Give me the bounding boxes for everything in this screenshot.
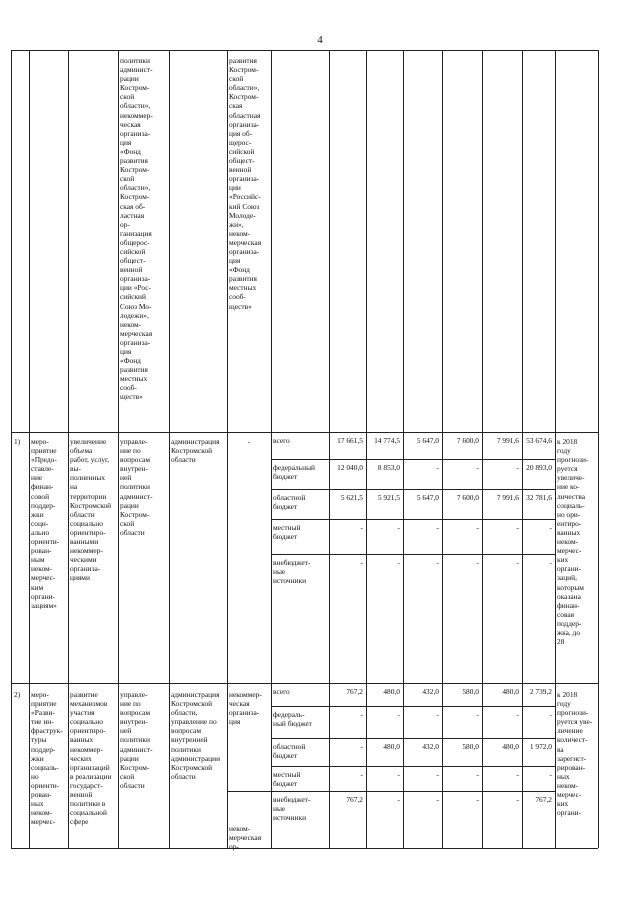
table-bottom-border [11, 848, 598, 849]
finance-year-value: - [516, 770, 519, 779]
participant-divider [227, 791, 271, 792]
finance-year-value: - [516, 558, 519, 567]
top-participant-text: развития Костром- ской области», Костром- ская областная организа- ция об- щерос- сийской общест- венной организа- ции «Российс- кий Союз Молоде- жи», неком- мерческая организа- ция «Фонд развития местных сооб- ществ» [229, 56, 262, 311]
finance-year-value: 480,0 [383, 687, 400, 696]
finance-total-value: - [549, 558, 552, 567]
finance-year-value: 432,0 [422, 687, 439, 696]
column-divider [403, 50, 404, 848]
column-divider [598, 50, 599, 848]
finance-source-label: местный бюджет [273, 770, 301, 789]
top-executor-text: политики админист- рации Костром- ской области», некоммер- ческая организа- ция «Фонд развития Костром- ской области», Костром- ская об- ластная ор- ганизация общерос- сийской общест- венной организа- ции «Рос- сийский Союз Мо- лодежи», неком- мерческая организа- ция «Фонд развития местных сооб- ществ» [120, 56, 153, 402]
finance-year-value: 480,0 [383, 742, 400, 751]
finance-year-value: 8 853,0 [377, 463, 400, 472]
finance-year-value: - [360, 523, 363, 532]
finance-source-label: всего [273, 436, 290, 445]
finance-year-value: - [436, 770, 439, 779]
row2-participant-continued: неком- мерческая ор- [229, 824, 262, 852]
finance-year-value: - [397, 558, 400, 567]
column-divider [68, 50, 69, 848]
row1-number: 1) [14, 437, 21, 446]
finance-year-value: 7 600,0 [456, 493, 479, 502]
finance-year-value: - [516, 795, 519, 804]
finance-total-value: - [549, 710, 552, 719]
column-divider [271, 50, 272, 848]
column-divider [29, 50, 30, 848]
row2-number: 2) [14, 690, 21, 699]
row-divider [11, 683, 598, 684]
finance-year-value: - [436, 463, 439, 472]
finance-year-value: - [476, 463, 479, 472]
finance-year-value: - [397, 710, 400, 719]
finance-year-value: 5 621,5 [340, 493, 363, 502]
finance-row-divider [271, 706, 555, 707]
row2-grbs: администрация Костромской области, управление по вопросам внутренней политики администрации Костромской области [171, 690, 221, 781]
column-divider [227, 50, 228, 848]
finance-row-divider [271, 791, 555, 792]
finance-year-value: - [397, 795, 400, 804]
finance-year-value: - [516, 523, 519, 532]
column-divider [522, 50, 523, 848]
page-number: 4 [317, 34, 323, 46]
column-divider [118, 50, 119, 848]
finance-year-value: - [476, 710, 479, 719]
finance-source-label: федераль- ный бюджет [273, 710, 312, 729]
finance-total-value: - [549, 523, 552, 532]
finance-year-value: - [436, 795, 439, 804]
finance-year-value: 432,0 [422, 742, 439, 751]
finance-year-value: 480,0 [502, 687, 519, 696]
finance-year-value: 580,0 [462, 742, 479, 751]
row1-activity-content: увеличение объема работ, услуг, вы- полненных на территории Костромской области социально ориентиро- ванными некоммер- ческими организа- циями [70, 437, 112, 583]
finance-year-value: 12 040,0 [337, 463, 363, 472]
column-divider [442, 50, 443, 848]
finance-year-value: 17 661,5 [337, 436, 363, 445]
finance-year-value: - [516, 710, 519, 719]
finance-row-divider [271, 489, 555, 490]
finance-year-value: 7 991,6 [496, 436, 519, 445]
finance-year-value: - [436, 558, 439, 567]
finance-total-value: 20 893,0 [526, 463, 552, 472]
finance-year-value: 767,2 [346, 687, 363, 696]
row2-outcome: к 2018 году прогнози- руется уве- личение количест- ва зарегист- рирован- ных неком- мерчес- ких органи- [557, 690, 593, 818]
finance-source-label: областной бюджет [273, 742, 306, 761]
finance-total-value: 32 781,6 [526, 493, 552, 502]
row2-activity-content: развитие механизмов участия социально ориентиро- ванных некоммер- ческих организаций в реализации государст- венной политики в социальной сфере [70, 690, 112, 827]
finance-year-value: - [476, 795, 479, 804]
finance-source-label: внебюджет- ные источники [273, 558, 311, 586]
finance-year-value: - [397, 770, 400, 779]
finance-year-value: 5 647,0 [416, 493, 439, 502]
finance-year-value: 5 921,5 [377, 493, 400, 502]
finance-year-value: 767,2 [346, 795, 363, 804]
finance-source-label: федеральный бюджет [273, 463, 315, 482]
finance-year-value: - [476, 523, 479, 532]
column-divider [482, 50, 483, 848]
finance-year-value: 580,0 [462, 687, 479, 696]
finance-source-label: местный бюджет [273, 523, 301, 542]
row1-participant: - [247, 437, 251, 446]
row-divider [11, 432, 598, 433]
row2-participant: некоммер- ческая организа- ция [229, 690, 262, 727]
column-divider [169, 50, 170, 848]
row1-executor: управле- ние по вопросам внутрен- ней политики админист- рации Костром- ской области [120, 437, 153, 537]
row2-activity-name: меро- приятие «Разви- тие ин- фраструк- туры поддер- жки социаль- но ориенти- рован- ных неком- мерчес- [31, 690, 63, 827]
finance-source-label: всего [273, 687, 290, 696]
finance-total-value: 767,2 [535, 795, 552, 804]
finance-total-value: 53 674,6 [526, 436, 552, 445]
finance-year-value: - [516, 463, 519, 472]
finance-total-value: 2 739,2 [529, 687, 552, 696]
finance-year-value: - [360, 770, 363, 779]
row1-activity-name: меро- приятие «Предо- ставле- ние финан- совой поддер- жки соци- ально ориенти- рован- ным неком- мерчес- ким органи- зациям» [31, 437, 60, 610]
finance-year-value: - [397, 523, 400, 532]
row2-executor: управле- ние по вопросам внутрен- ней политики админист- рации Костром- ской области [120, 690, 153, 790]
column-divider [329, 50, 330, 848]
finance-year-value: - [360, 558, 363, 567]
finance-year-value: - [360, 742, 363, 751]
finance-year-value: - [436, 523, 439, 532]
column-divider [555, 50, 556, 848]
finance-year-value: 7 991,6 [496, 493, 519, 502]
finance-total-value: - [549, 770, 552, 779]
finance-row-divider [271, 738, 555, 739]
finance-year-value: - [360, 710, 363, 719]
finance-year-value: 5 647,0 [416, 436, 439, 445]
column-divider [366, 50, 367, 848]
finance-year-value: 14 774,5 [374, 436, 400, 445]
finance-row-divider [271, 519, 555, 520]
finance-year-value: - [476, 770, 479, 779]
finance-year-value: 480,0 [502, 742, 519, 751]
finance-year-value: 7 600,0 [456, 436, 479, 445]
column-divider [11, 50, 12, 848]
row1-grbs: администрация Костромской области [171, 437, 220, 465]
finance-year-value: - [476, 558, 479, 567]
finance-row-divider [271, 766, 555, 767]
finance-total-value: 1 972,0 [529, 742, 552, 751]
table-top-border [11, 50, 598, 51]
finance-year-value: - [436, 710, 439, 719]
finance-row-divider [271, 554, 555, 555]
finance-row-divider [271, 459, 555, 460]
finance-source-label: областной бюджет [273, 493, 306, 512]
row1-outcome: к 2018 году прогнози- руется увеличе- ние ко- личества социаль- но ори- ентиро- ванных неком- мерчес- ких органи- заций, которым оказана финан- совая поддер- жка, до 28 [557, 437, 589, 647]
finance-source-label: внебюджет- ные источники [273, 795, 311, 823]
